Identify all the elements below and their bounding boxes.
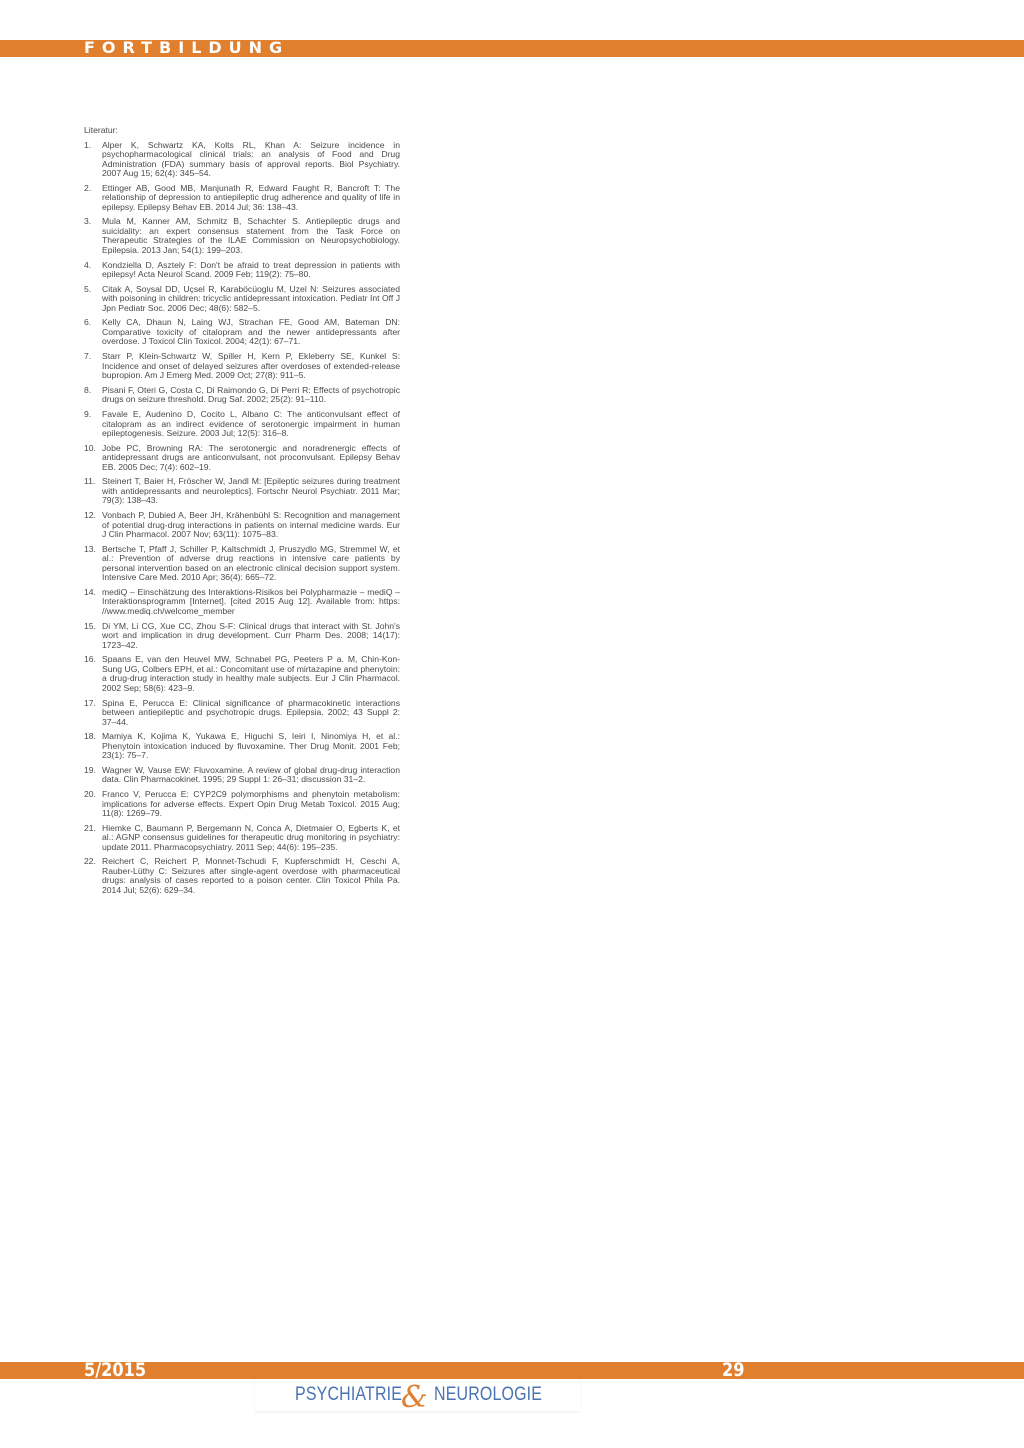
reference-number: 3. [84, 216, 92, 227]
reference-number: 9. [84, 409, 92, 419]
reference-number: 2. [84, 182, 92, 193]
reference-text: Di YM, Li CG, Xue CC, Zhou S-F: Clinical drugs that interact with St. John's wort and implication in drug development. Curr Pharm Des. 2008; 14(17): 1723–42. [102, 620, 400, 650]
issue-number: 5/2015 [84, 1359, 147, 1381]
reference-number: 4. [84, 259, 92, 270]
reference-item [84, 511, 400, 540]
reference-item [84, 790, 400, 819]
reference-text: Alper K, Schwartz KA, Kolts RL, Khan A: Seizure incidence in psychopharmacological clinical trials: an analysis of Food and Drug Administration (FDA) summary basis of approval reports. Biol Psychiatry. 2007 Aug 15; 62(4): 345–54. [102, 139, 400, 178]
reference-text: mediQ – Einschätzung des Interaktions-Risikos bei Polypharmazie – mediQ – Interaktionsprogramm [Internet]. [cited 2015 Aug 12]. Available from: https: //www.mediq.ch/welcome_member [102, 586, 400, 616]
reference-text: Spaans E, van den Heuvel MW, Schnabel PG, Peeters P a. M, Chin-Kon-Sung UG, Colbers EPH, et al.: Concomitant use of mirtazapine and phenytoin: a drug-drug interaction study in healthy male subjects. Eur J Clin Pharmacol. 2002 Sep; 58(6): 423–9. [102, 654, 400, 693]
reference-text: Jobe PC, Browning RA: The serotonergic and noradrenergic effects of antidepressant drugs are anticonvulsant, not proconvulsant. Epilepsy Behav EB. 2005 Dec; 7(4): 602–19. [102, 442, 400, 472]
reference-text: Pisani F, Oteri G, Costa C, Di Raimondo G, Di Perri R: Effects of psychotropic drugs on seizure threshold. Drug Saf. 2002; 25(2): 91–110. [102, 384, 400, 405]
reference-text: Vonbach P, Dubied A, Beer JH, Krähenbühl S: Recognition and management of potential drug-drug interactions in patients on internal medicine wards. Eur J Clin Pharmacol. 2007 Nov; 63(11): 1075–83. [102, 510, 400, 540]
reference-number: 6. [84, 317, 92, 328]
reference-item [84, 477, 400, 506]
reference-text: Ettinger AB, Good MB, Manjunath R, Edward Faught R, Bancroft T: The relationship of depression to antiepileptic drug adherence and quality of life in epilepsy. Epilepsy Behav EB. 2014 Jul; 36: 138–43. [102, 182, 400, 212]
reference-number: 21. [84, 822, 96, 833]
reference-item [84, 588, 400, 617]
reference-text: Hiemke C, Baumann P, Bergemann N, Conca A, Dietmaier O, Egberts K, et al.: AGNP consensus guidelines for therapeutic drug monitoring in psychiatry: update 2011. Pharmacopsychiatry. 2011 Sep; 44(6): 195–235. [102, 822, 400, 852]
reference-item [84, 545, 400, 583]
journal-logo-ampersand: & [401, 1380, 428, 1415]
reference-number: 17. [84, 697, 96, 708]
reference-number: 18. [84, 731, 96, 742]
reference-item [84, 285, 400, 314]
page-number: 29 [722, 1359, 745, 1381]
reference-item [84, 444, 400, 473]
reference-list-block [84, 126, 400, 901]
reference-text: Franco V, Perucca E: CYP2C9 polymorphisms and phenytoin metabolism: implications for adverse effects. Expert Opin Drug Metab Toxicol. 2015 Aug; 11(8): 1269–79. [102, 789, 400, 819]
reference-list [84, 141, 400, 896]
reference-number: 14. [84, 586, 96, 597]
reference-number: 5. [84, 283, 92, 294]
reference-text: Reichert C, Reichert P, Monnet-Tschudi F, Kupferschmidt H, Ceschi A, Rauber-Lüthy C: Seizures after single-agent overdose with pharmaceutical drugs: analysis of cases reported to a poison center. Clin Toxicol Phila Pa. 2014 Jul; 52(6): 629–34. [102, 856, 400, 895]
reference-text: Wagner W, Vause EW: Fluvoxamine. A review of global drug-drug interaction data. Clin Pharmacokinet. 1995; 29 Suppl 1: 26–31; discussion 31–2. [102, 764, 400, 785]
journal-logo [295, 1380, 563, 1415]
reference-item [84, 824, 400, 853]
reference-item [84, 622, 400, 651]
reference-item [84, 217, 400, 255]
reference-text: Kelly CA, Dhaun N, Laing WJ, Strachan FE, Good AM, Bateman DN: Comparative toxicity of citalopram and the newer antidepressants after overdose. J Toxicol Clin Toxicol. 2004; 42(1): 67–71. [102, 317, 400, 347]
reference-text: Favale E, Audenino D, Cocito L, Albano C: The anticonvulsant effect of citalopram as an indirect evidence of serotonergic impairment in human epileptogenesis. Seizure. 2003 Jul; 12(5): 316–8. [102, 409, 400, 438]
reference-number: 12. [84, 510, 96, 521]
reference-text: Steinert T, Baier H, Fröscher W, Jandl M: [Epileptic seizures during treatment with antidepressants and neuroleptics]. Fortschr Neurol Psychiatr. 2011 Mar; 79(3): 138–43. [102, 476, 400, 506]
reference-number: 8. [84, 384, 92, 395]
reference-number: 1. [84, 139, 92, 150]
reference-number: 15. [84, 620, 96, 631]
reference-number: 22. [84, 856, 96, 867]
reference-number: 16. [84, 654, 96, 665]
reference-number: 11. [84, 476, 96, 487]
reference-text: Citak A, Soysal DD, Uçsel R, Karaböcüoglu M, Uzel N: Seizures associated with poisoning in children: tricyclic antidepressant intoxication. Pediatr Int Off J Jpn Pediatr Soc. 2006 Dec; 48(6): 582–5. [102, 283, 400, 313]
reference-item [84, 655, 400, 693]
section-title: FORTBILDUNG [84, 38, 290, 57]
reference-number: 7. [84, 351, 92, 362]
reference-item [84, 386, 400, 405]
reference-text: Mula M, Kanner AM, Schmitz B, Schachter S. Antiepileptic drugs and suicidality: an expert consensus statement from the Task Force on Therapeutic Strategies of the ILAE Commission on Neuropsychobiology. Epilepsia. 2013 Jan; 54(1): 199–203. [102, 216, 400, 255]
reference-item [84, 857, 400, 895]
reference-item [84, 184, 400, 213]
footer-band [0, 1362, 1024, 1379]
reference-number: 13. [84, 543, 96, 554]
reference-item [84, 699, 400, 728]
reference-item [84, 732, 400, 761]
reference-item [84, 352, 400, 381]
reference-text: Kondziella D, Asztely F: Don't be afraid to treat depression in patients with epilepsy! Acta Neurol Scand. 2009 Feb; 119(2): 75–80. [102, 259, 400, 280]
reference-number: 19. [84, 764, 96, 775]
reference-text: Spina E, Perucca E: Clinical significance of pharmacokinetic interactions between antiepileptic and psychotropic drugs. Epilepsia. 2002; 43 Suppl 2: 37–44. [102, 697, 400, 727]
reference-heading: Literatur: [84, 125, 118, 135]
reference-item [84, 141, 400, 179]
reference-item [84, 261, 400, 280]
journal-logo-word-2: NEUROLOGIE [433, 1384, 543, 1405]
reference-number: 20. [84, 789, 96, 800]
journal-logo-word-1: PSYCHIATRIE [295, 1384, 403, 1405]
reference-text: Mamiya K, Kojima K, Yukawa E, Higuchi S, Ieiri I, Ninomiya H, et al.: Phenytoin intoxication induced by fluvoxamine. Ther Drug Monit. 2001 Feb; 23(1): 75–7. [102, 731, 400, 761]
reference-text: Starr P, Klein-Schwartz W, Spiller H, Kern P, Ekleberry SE, Kunkel S: Incidence and onset of delayed seizures after overdoses of extended-release bupropion. Am J Emerg Med. 2009 Oct; 27(8): 911–5. [102, 351, 400, 381]
reference-text: Bertsche T, Pfaff J, Schiller P, Kaltschmidt J, Pruszydlo MG, Stremmel W, et al.: Prevention of adverse drug reactions in intensive care patients by personal intervention based on an electronic clinical decision support system. Intensive Care Med. 2010 Apr; 36(4): 665–72. [102, 543, 400, 583]
reference-item [84, 318, 400, 347]
reference-item [84, 410, 400, 439]
reference-number: 10. [84, 442, 96, 453]
reference-item [84, 766, 400, 785]
